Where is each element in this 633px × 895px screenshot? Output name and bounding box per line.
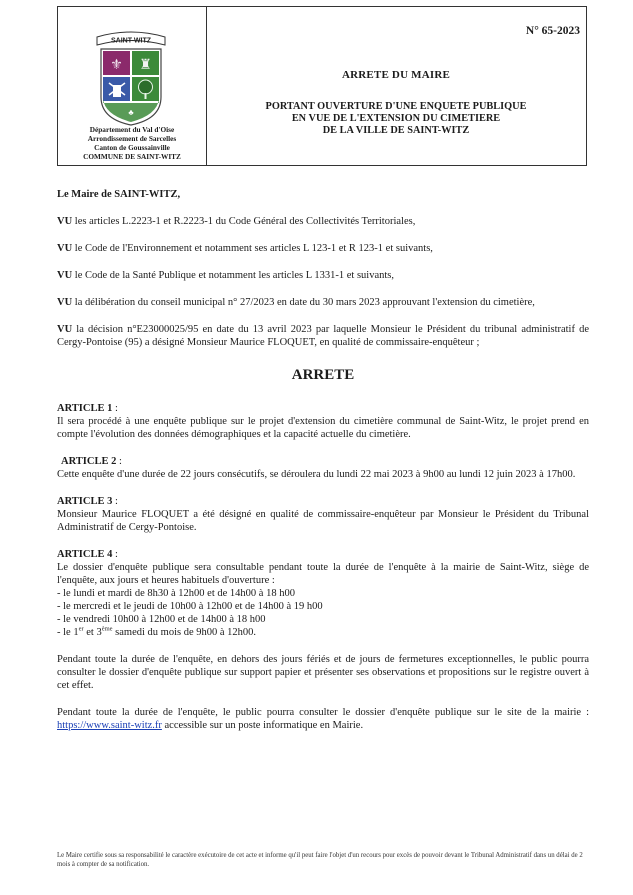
- article-text: Monsieur Maurice FLOQUET a été désigné en qualité de commissaire-enquêteur par Monsieur le Président du Tribunal Administratif de Cergy-Pontoise.: [57, 509, 589, 533]
- vu-keyword: VU: [57, 297, 73, 308]
- ref-number: N° 65-2023: [525, 25, 580, 37]
- vu-keyword: VU: [57, 324, 73, 335]
- commune-line: COMMUNE DE SAINT-WITZ: [83, 152, 181, 161]
- article-paragraph: Pendant toute la durée de l'enquête, en dehors des jours fériés et de jours de fermetures exceptionnelles, le public pourra consulter le dossier d'enquête publique sur support papier et présenter ses observations et propositions sur le registre ouvert à cet effet.: [57, 654, 589, 691]
- article-title: ARTICLE 2: [61, 456, 117, 467]
- article-4: ARTICLE 4 : Le dossier d'enquête publique sera consultable pendant toute la durée de l'enquête à la mairie de Saint-Witz, siège de l'enquête, aux jours et heures habituels d'ouverture : - le lundi et mardi de 8h30 à 12h00 et de 14h00 à 18 h00 - le mercredi et le jeudi de 10h00 à 12h00 et de 14h00 à 19 h00 - le vendredi 10h00 à 12h00 et de 14h00 à 18 h00 - le 1er et 3ème samedi du mois de 9h00 à 12h00. Pendant toute la durée de l'enquête, en dehors des jours fériés et de jours de fermetures exceptionnelles, le public pourra consulter le dossier d'enquête publique sur support papier et présenter ses observations et propositions sur le registre ouvert à cet effet. Pendant toute la durée de l'enquête, le public pourra consulter le dossier d'enquête publique sur le site de la mairie : https://www.saint-witz.fr accessible sur un poste informatique en Mairie.: [57, 549, 589, 731]
- canton-line: Canton de Goussainville: [94, 143, 170, 152]
- vu-item: VU le Code de l'Environnement et notamment ses articles L 123-1 et R 123-1 et suivants,: [57, 243, 433, 254]
- arrete-heading: ARRETE: [291, 367, 355, 383]
- intro-line: Le Maire de SAINT-WITZ,: [57, 189, 181, 200]
- vu-keyword: VU: [57, 270, 73, 281]
- document-body: [57, 188, 589, 746]
- vu-item: VU la délibération du conseil municipal n° 27/2023 en date du 30 mars 2023 approuvant l'extension du cimetière,: [57, 297, 535, 308]
- vu-item: VU le Code de la Santé Publique et notamment les articles L 1331-1 et suivants,: [57, 270, 395, 281]
- main-title: ARRETE DU MAIRE: [341, 69, 451, 81]
- header-box: [57, 6, 587, 166]
- commune-info: [58, 125, 206, 161]
- title-block: [206, 69, 586, 137]
- vu-keyword: VU: [57, 243, 73, 254]
- sub-title: [206, 101, 586, 137]
- article-title: ARTICLE 3: [57, 496, 113, 507]
- sub-title-line: EN VUE DE L'EXTENSION DU CIMETIERE: [291, 113, 501, 124]
- article-text: Le dossier d'enquête publique sera consultable pendant toute la durée de l'enquête à la mairie de Saint-Witz, siège de l'enquête, aux jours et heures habituels d'ouverture :: [57, 562, 589, 586]
- footer-notice: Le Maire certifie sous sa responsabilité le caractère exécutoire de cet acte et informe qu'il peut faire l'objet d'un recours pour excès de pouvoir devant le Tribunal Administratif dans un délai de 2 mois à compter de sa notification.: [57, 852, 583, 868]
- article-2: ARTICLE 2 : Cette enquête d'une durée de 22 jours consécutifs, se déroulera du lundi 22 mai 2023 à 9h00 au lundi 12 juin 2023 à 17h00.: [57, 455, 589, 481]
- article-paragraph: Pendant toute la durée de l'enquête, le public pourra consulter le dossier d'enquête publique sur le site de la mairie : https://www.saint-witz.fr accessible sur un poste informatique en Mairie.: [57, 707, 589, 731]
- commune-logo: [91, 27, 171, 127]
- article-text: Il sera procédé à une enquête publique sur le projet d'extension du cimetière communal de Saint-Witz, le projet prend en compte l'évolution des données démographiques et la capacité actuelle du cimetière.: [57, 416, 589, 440]
- sub-title-line: DE LA VILLE DE SAINT-WITZ: [322, 125, 470, 136]
- vu-item: VU les articles L.2223-1 et R.2223-1 du Code Général des Collectivités Territoriales,: [57, 216, 416, 227]
- list-item: - le lundi et mardi de 8h30 à 12h00 et de 14h00 à 18 h00: [57, 588, 295, 599]
- list-item: - le vendredi 10h00 à 12h00 et de 14h00 à 18 h00: [57, 614, 266, 625]
- article-1: ARTICLE 1 : Il sera procédé à une enquête publique sur le projet d'extension du cimetière communal de Saint-Witz, le projet prend en compte l'évolution des données démographiques et la capacité actuelle du cimetière.: [57, 403, 589, 440]
- article-title: ARTICLE 1: [57, 403, 113, 414]
- sub-title-line: PORTANT OUVERTURE D'UNE ENQUETE PUBLIQUE: [265, 101, 527, 112]
- svg-text:♣: ♣: [128, 108, 134, 117]
- coat-of-arms-icon: [91, 27, 171, 127]
- logo-banner-text: SAINT-WITZ: [110, 37, 152, 45]
- arrondissement-line: Arrondissement de Sarcelles: [87, 134, 177, 143]
- svg-text:♜: ♜: [139, 58, 152, 73]
- mairie-website-link[interactable]: https://www.saint-witz.fr: [57, 720, 162, 731]
- vu-item: VU la décision n°E23000025/95 en date du 13 avril 2023 par laquelle Monsieur le Président du tribunal administratif de Cergy-Pontoise (95) a désigné Monsieur Maurice FLOQUET, en qualité de commissaire-enquêteur ;: [57, 324, 589, 348]
- svg-text:⚜: ⚜: [110, 58, 123, 73]
- list-item: - le mercredi et le jeudi de 10h00 à 12h00 et de 14h00 à 19 h00: [57, 601, 323, 612]
- list-item: - le 1er et 3ème samedi du mois de 9h00 à 12h00.: [57, 625, 257, 638]
- department-line: Département du Val d'Oise: [89, 125, 175, 134]
- article-3: ARTICLE 3 : Monsieur Maurice FLOQUET a été désigné en qualité de commissaire-enquêteur par Monsieur le Président du Tribunal Administratif de Cergy-Pontoise.: [57, 496, 589, 533]
- article-text: Cette enquête d'une durée de 22 jours consécutifs, se déroulera du lundi 22 mai 2023 à 9h00 au lundi 12 juin 2023 à 17h00.: [57, 469, 576, 480]
- article-title: ARTICLE 4: [57, 549, 113, 560]
- vu-keyword: VU: [57, 216, 73, 227]
- opening-hours-list: [57, 587, 589, 639]
